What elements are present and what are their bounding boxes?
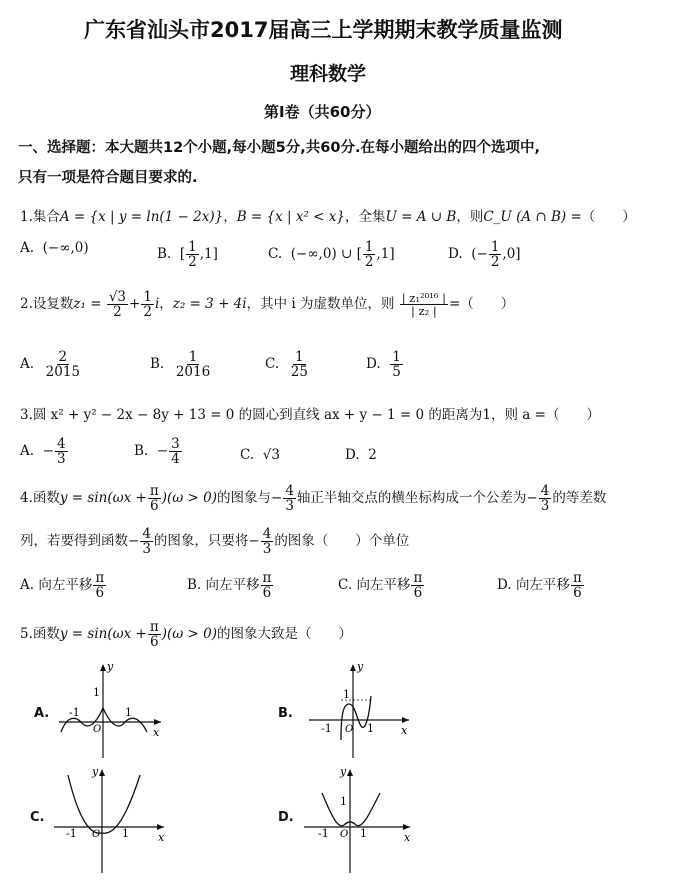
instructions-line1: 一、选择题：本大题共12个小题,每小题5分,共60分.在每小题给出的四个选项中, xyxy=(18,140,540,156)
question-3: 3.圆 x² + y² − 2x − 8y + 13 = 0 的圆心到直线 ax + y − 1 = 0 的距离为1，则 a =（ ） xyxy=(20,407,600,423)
y-label: y xyxy=(340,765,347,778)
q5-graph-b xyxy=(305,660,415,760)
y-arrow-icon xyxy=(347,769,353,776)
q2-option-b: B. $\frac{1}{2016}$ xyxy=(150,349,211,381)
x-label: x xyxy=(153,726,160,739)
curve xyxy=(322,793,380,826)
question-2: 2.设复数z₁ = $\frac{√3}{2}$ + $\frac{1}{2}$ i，z₂ = 3 + 4i，其中 i 为虚数单位，则 $\frac{\text{| z₁²⁰¹⁶ |}}{\text{| z₂ |}}$ =（ ） xyxy=(20,289,515,321)
q1-option-b: B. [ $\frac{1}{2}$ ,1] xyxy=(157,239,218,271)
origin-label: O xyxy=(345,724,354,735)
x-label: x xyxy=(158,831,165,844)
curve xyxy=(68,775,140,833)
tick-pos1: 1 xyxy=(367,722,374,735)
x-arrow-icon xyxy=(402,717,409,723)
question-4-line1: 4.函数y = sin(ωx + $\frac{\pi}{6}$ )(ω > 0)的图象与− $\frac{4}{3}$ 轴正半轴交点的横坐标构成一个公差为− $\frac{4}{3}$ 的等差数 xyxy=(20,483,607,515)
q5-graph-c-label: C. xyxy=(30,810,45,825)
q5-graph-d-label: D. xyxy=(278,810,294,825)
q5-graph-a-label: A. xyxy=(34,706,50,721)
page-title: 广东省汕头市2017届高三上学期期末教学质量监测 xyxy=(84,18,563,42)
q4-option-b: B. 向左平移 $\frac{\pi}{6}$ xyxy=(187,570,272,602)
q3-option-d: D. 2 xyxy=(345,447,377,463)
q4-option-d: D. 向左平移 $\frac{\pi}{6}$ xyxy=(497,570,582,602)
x-arrow-icon xyxy=(403,824,410,830)
q5-graph-d xyxy=(300,765,420,875)
tick-neg1: -1 xyxy=(318,827,329,840)
x-arrow-icon xyxy=(157,824,164,830)
origin-label: O xyxy=(340,829,349,840)
tick-1: 1 xyxy=(343,688,350,701)
y-label: y xyxy=(357,660,364,673)
q5-graph-c xyxy=(50,765,170,875)
section-title: 第Ⅰ卷（共60分） xyxy=(264,103,381,121)
tick-pos1: 1 xyxy=(122,827,129,840)
x-label: x xyxy=(401,724,408,737)
q3-option-a: A. − $\frac{4}{3}$ xyxy=(20,436,66,468)
page-subtitle: 理科数学 xyxy=(290,63,367,85)
q1-option-d: D. (− $\frac{1}{2}$ ,0] xyxy=(448,239,521,271)
q5-graph-b-label: B. xyxy=(278,706,293,721)
q3-option-c: C. √3 xyxy=(240,447,280,463)
tick-neg1: -1 xyxy=(321,722,332,735)
x-label: x xyxy=(404,831,411,844)
x-arrow-icon xyxy=(154,719,161,725)
q2-option-a: A. $\frac{2}{2015}$ xyxy=(20,349,80,381)
q1-option-a: A. (−∞,0) xyxy=(20,240,89,256)
q5-graph-a xyxy=(55,660,165,760)
tick-pos1: 1 xyxy=(125,706,132,719)
q1-option-c: C. (−∞,0) ∪ [ $\frac{1}{2}$ ,1] xyxy=(268,239,395,271)
question-1: 1.集合A = {x | y = ln(1 − 2x)}，B = {x | x² < x}，全集U = A ∪ B，则C_U (A ∩ B) =（ ） xyxy=(20,209,636,225)
origin-label: O xyxy=(92,829,101,840)
q4-option-a: A. 向左平移 $\frac{\pi}{6}$ xyxy=(20,570,105,602)
q2-option-d: D. $\frac{1}{5}$ xyxy=(366,349,401,381)
q3-option-b: B. − $\frac{3}{4}$ xyxy=(134,436,180,468)
tick-neg1: -1 xyxy=(66,827,77,840)
q2-option-c: C. $\frac{1}{25}$ xyxy=(265,349,308,381)
y-arrow-icon xyxy=(100,664,106,671)
y-label: y xyxy=(92,765,99,778)
y-label: y xyxy=(107,660,114,673)
question-4-line2: 列，若要得到函数− $\frac{4}{3}$ 的图象，只要将− $\frac{4}{3}$ 的图象（ ）个单位 xyxy=(20,526,410,558)
origin-label: O xyxy=(93,724,102,735)
tick-pos1: 1 xyxy=(360,827,367,840)
tick-1: 1 xyxy=(93,686,100,699)
y-arrow-icon xyxy=(99,769,105,776)
question-5: 5.函数y = sin(ωx + $\frac{\pi}{6}$ )(ω > 0)的图象大致是（ ） xyxy=(20,619,353,651)
tick-1: 1 xyxy=(340,795,347,808)
y-arrow-icon xyxy=(350,664,356,671)
instructions-line2: 只有一项是符合题目要求的. xyxy=(18,170,198,186)
tick-neg1: -1 xyxy=(69,706,80,719)
q4-option-c: C. 向左平移 $\frac{\pi}{6}$ xyxy=(338,570,423,602)
